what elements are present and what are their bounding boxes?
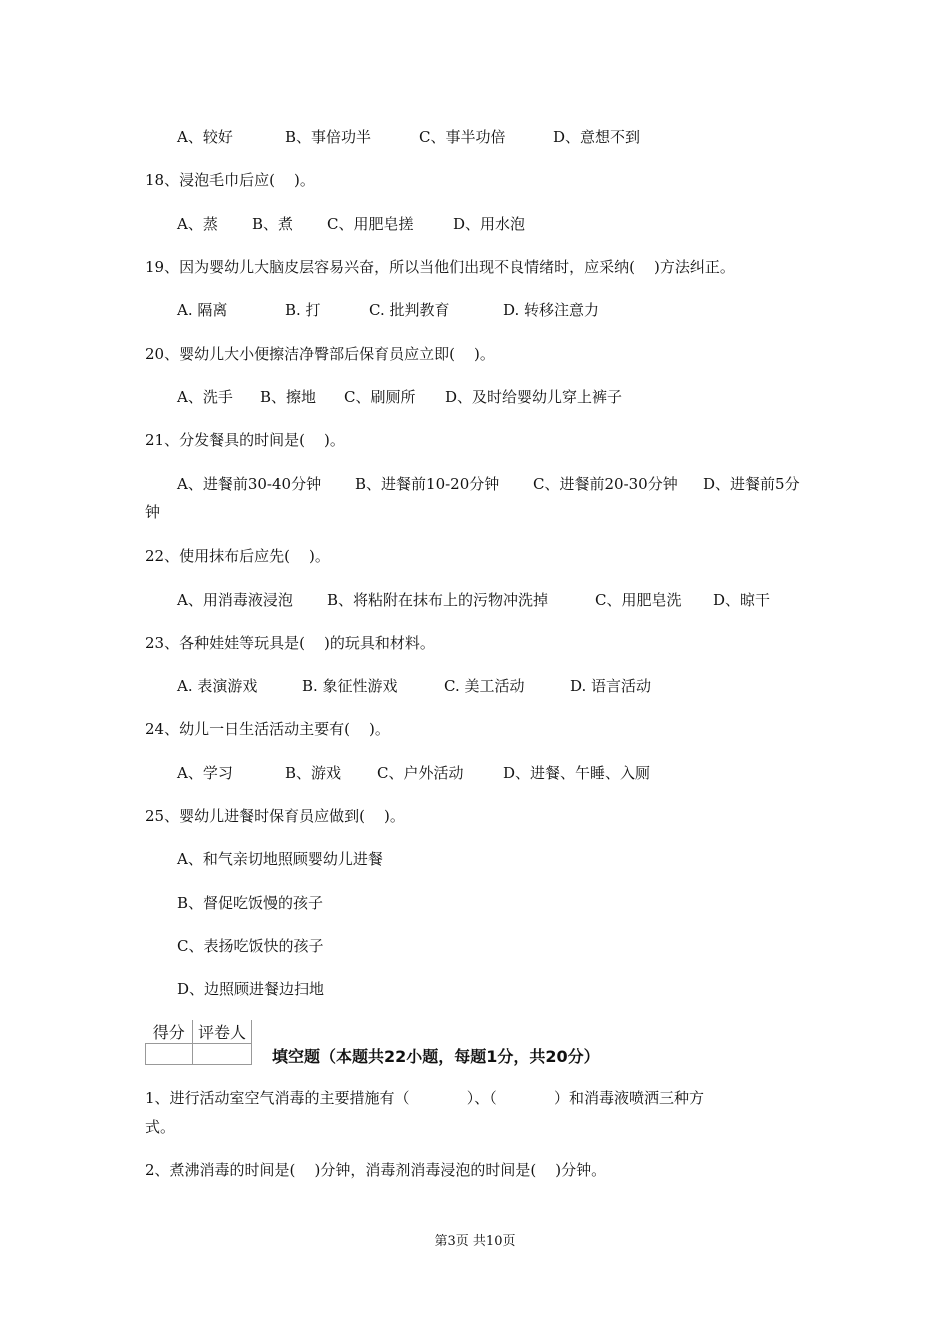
q18-text: 18、浸泡毛巾后应( )。 xyxy=(145,171,315,189)
q21-option-b: B、进餐前10-20分钟 xyxy=(355,475,500,493)
q25-text: 25、婴幼儿进餐时保育员应做到( )。 xyxy=(145,807,405,825)
q22-option-b: B、将粘附在抹布上的污物冲洗掉 xyxy=(327,591,549,609)
q25-option-b: B、督促吃饭慢的孩子 xyxy=(177,894,324,912)
section-title: 填空题（本题共22小题，每题1分，共20分） xyxy=(272,1047,600,1066)
q18-option-c: C、用肥皂搓 xyxy=(327,215,414,233)
q23-option-b: B. 象征性游戏 xyxy=(302,677,398,695)
q22-option-a: A、用消毒液浸泡 xyxy=(177,591,293,609)
fill2-text: 2、煮沸消毒的时间是( )分钟，消毒剂消毒浸泡的时间是( )分钟。 xyxy=(145,1161,607,1179)
q19-option-b: B. 打 xyxy=(285,301,321,319)
score-cell[interactable] xyxy=(146,1044,193,1065)
q20-option-b: B、擦地 xyxy=(260,388,317,406)
q20-option-a: A、洗手 xyxy=(177,388,233,406)
q19-option-d: D. 转移注意力 xyxy=(503,301,600,319)
q25-option-a: A、和气亲切地照顾婴幼儿进餐 xyxy=(177,850,383,868)
q25-option-d: D、边照顾进餐边扫地 xyxy=(177,980,325,998)
q25-option-c: C、表扬吃饭快的孩子 xyxy=(177,937,324,955)
q17-option-a: A、较好 xyxy=(177,128,233,146)
q18-option-b: B、煮 xyxy=(252,215,294,233)
q23-text: 23、各种娃娃等玩具是( )的玩具和材料。 xyxy=(145,634,435,652)
grader-header: 评卷人 xyxy=(193,1020,252,1044)
q17-option-b: B、事倍功半 xyxy=(285,128,372,146)
q22-text: 22、使用抹布后应先( )。 xyxy=(145,547,330,565)
q20-option-c: C、刷厕所 xyxy=(344,388,416,406)
fill1-line1: 1、进行活动室空气消毒的主要措施有（ ）、（ ）和消毒液喷洒三种方 xyxy=(145,1089,704,1107)
q17-option-c: C、事半功倍 xyxy=(419,128,506,146)
fill1-line2: 式。 xyxy=(145,1118,176,1136)
grader-cell[interactable] xyxy=(193,1044,252,1065)
q24-text: 24、幼儿一日生活活动主要有( )。 xyxy=(145,720,390,738)
q17-option-d: D、意想不到 xyxy=(553,128,641,146)
q18-option-d: D、用水泡 xyxy=(453,215,526,233)
q24-option-d: D、进餐、午睡、入厕 xyxy=(503,764,651,782)
q23-option-c: C. 美工活动 xyxy=(444,677,525,695)
score-header: 得分 xyxy=(146,1020,193,1044)
q23-option-d: D. 语言活动 xyxy=(570,677,652,695)
q23-option-a: A. 表演游戏 xyxy=(177,677,258,695)
page-footer: 第3页 共10页 xyxy=(434,1234,516,1249)
q20-text: 20、婴幼儿大小便擦洁净臀部后保育员应立即( )。 xyxy=(145,345,495,363)
q19-text: 19、因为婴幼儿大脑皮层容易兴奋，所以当他们出现不良情绪时，应采纳( )方法纠正。 xyxy=(145,258,735,276)
q21-option-a: A、进餐前30-40分钟 xyxy=(177,475,322,493)
q21-text: 21、分发餐具的时间是( )。 xyxy=(145,431,345,449)
q22-option-d: D、晾干 xyxy=(713,591,771,609)
q24-option-c: C、户外活动 xyxy=(377,764,464,782)
q21-option-d: D、进餐前5分 xyxy=(703,475,800,493)
q21-wrap-text: 钟 xyxy=(145,503,161,521)
q24-option-b: B、游戏 xyxy=(285,764,342,782)
q21-option-c: C、进餐前20-30分钟 xyxy=(533,475,678,493)
q20-option-d: D、及时给婴幼儿穿上裤子 xyxy=(445,388,623,406)
q19-option-a: A. 隔离 xyxy=(177,301,228,319)
q18-option-a: A、蒸 xyxy=(177,215,218,233)
q24-option-a: A、学习 xyxy=(177,764,233,782)
score-table xyxy=(145,1020,252,1065)
q22-option-c: C、用肥皂洗 xyxy=(595,591,682,609)
q19-option-c: C. 批判教育 xyxy=(369,301,450,319)
